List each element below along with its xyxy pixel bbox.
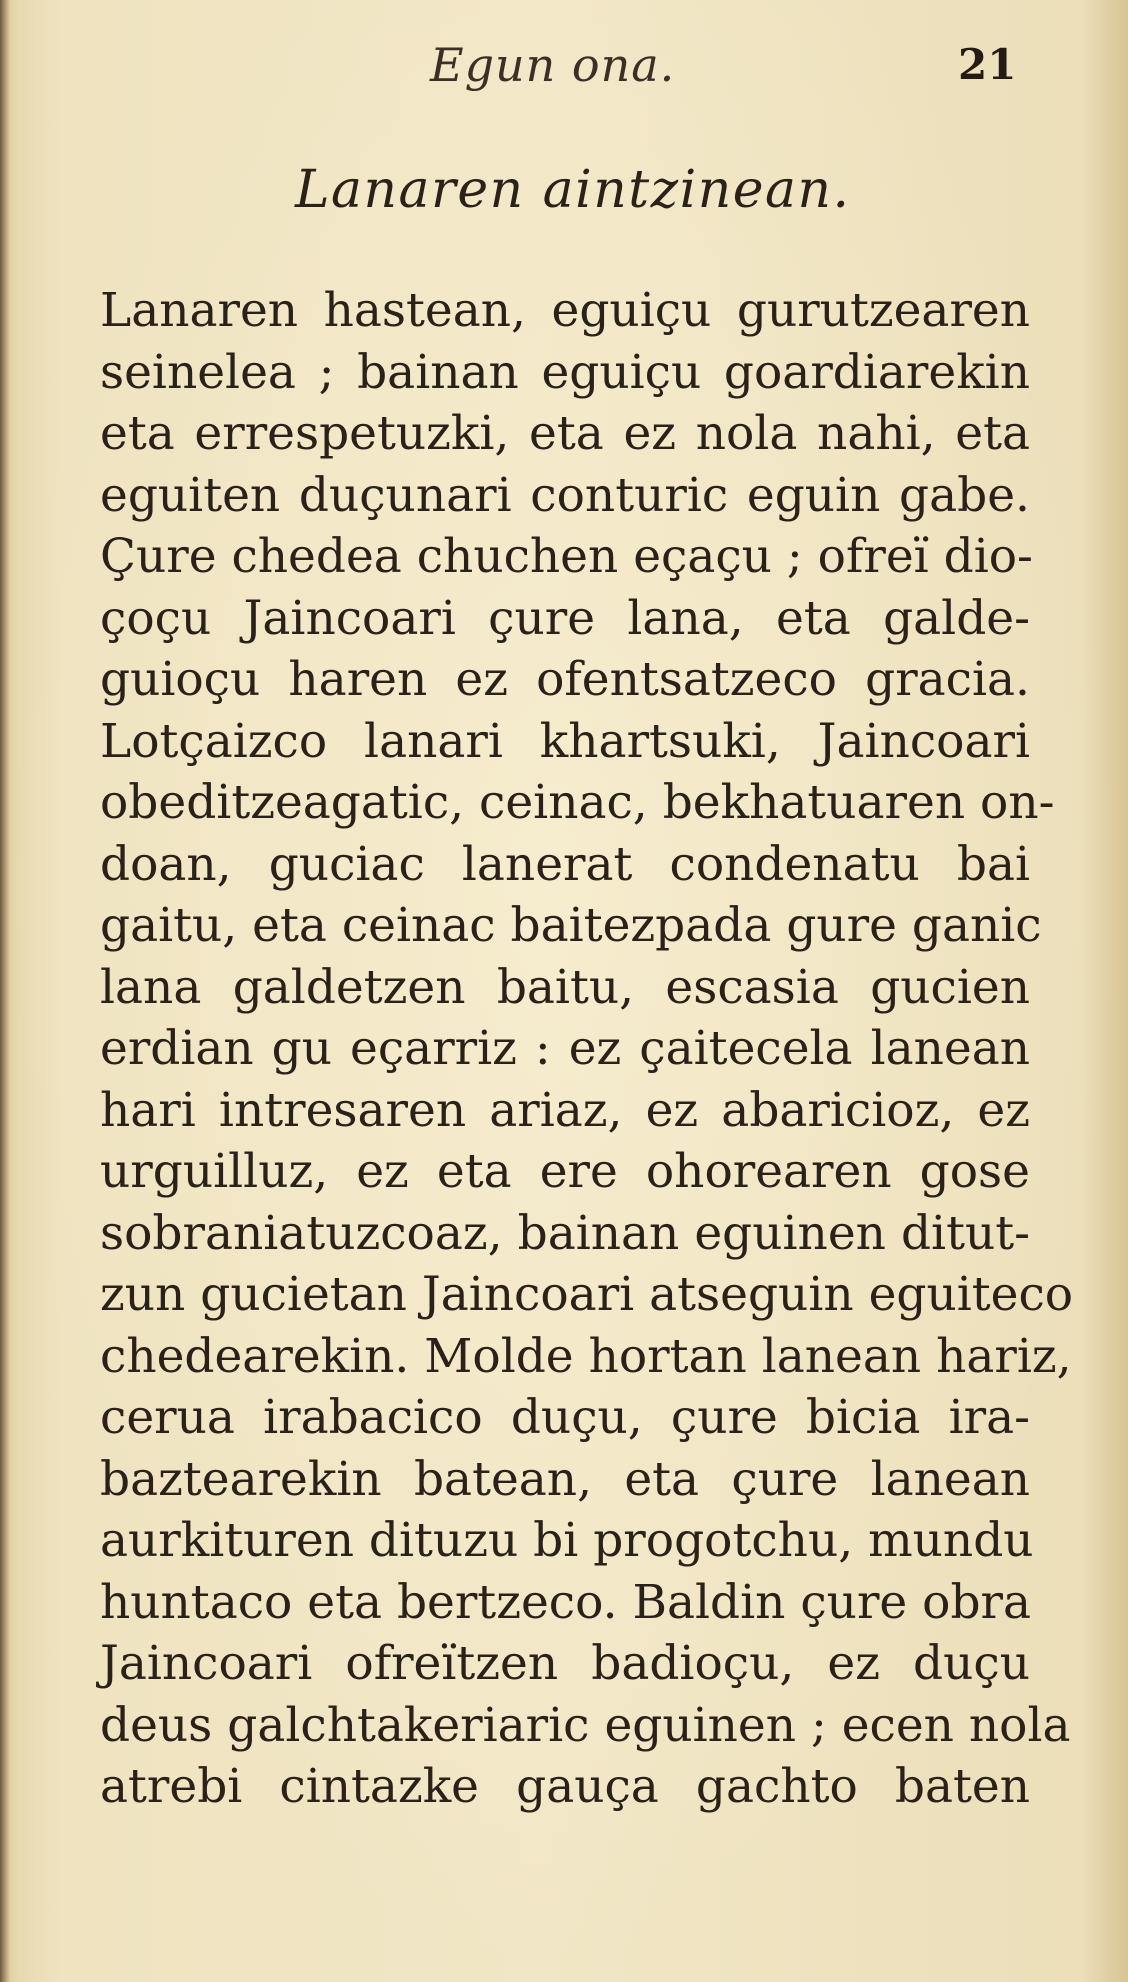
text-line: gaitu, eta ceinac baitezpada gure ganic xyxy=(100,898,1042,953)
text-line: Lotçaizco lanari khartsuki, Jaincoari xyxy=(100,713,1030,769)
text-line: lana galdetzen baitu, escasia gucien xyxy=(100,959,1030,1015)
section-title: Lanaren aintzinean. xyxy=(295,160,851,220)
text-line: deus galchtakeriaric eguinen ; ecen nola xyxy=(100,1697,1071,1753)
text-line: huntaco eta bertzeco. Baldin çure obra xyxy=(100,1574,1032,1630)
text-line: baztearekin batean, eta çure lanean xyxy=(100,1451,1030,1507)
text-line: Çure chedea chuchen eçaçu ; ofreï dio- xyxy=(100,529,1033,584)
running-head xyxy=(0,38,1128,98)
text-line: aurkituren dituzu bi progotchu, mundu xyxy=(100,1513,1034,1568)
page-number: 21 xyxy=(958,40,1017,89)
running-title: Egun ona. xyxy=(430,38,676,92)
text-line: cerua irabacico duçu, çure bicia ira- xyxy=(100,1390,1030,1445)
text-line: urguilluz, ez eta ere ohorearen gose xyxy=(100,1144,1030,1199)
text-line: Jaincoari ofreïtzen badioçu, ez duçu xyxy=(100,1636,1030,1691)
text-line: zun gucietan Jaincoari atseguin eguiteco xyxy=(100,1267,1074,1322)
text-line: seinelea ; bainan eguiçu goardiarekin xyxy=(100,344,1030,400)
text-line: chedearekin. Molde hortan lanean hariz, xyxy=(100,1328,1072,1384)
text-line: Lanaren hastean, eguiçu gurutzearen xyxy=(100,283,1030,338)
text-line: erdian gu eçarriz : ez çaitecela lanean xyxy=(100,1021,1030,1076)
text-line: obeditzeagatic, ceinac, bekhatuaren on- xyxy=(100,775,1055,830)
body-text xyxy=(100,280,1074,1818)
page-binding-edge xyxy=(0,0,10,1982)
text-line: eta errespetuzki, eta ez nola nahi, eta xyxy=(100,406,1030,461)
text-line: sobraniatuzcoaz, bainan eguinen ditut- xyxy=(100,1205,1030,1261)
text-line: atrebi cintazke gauça gachto baten xyxy=(100,1759,1030,1814)
text-line: hari intresaren ariaz, ez abaricioz, ez xyxy=(100,1082,1030,1138)
text-line: eguiten duçunari conturic eguin gabe. xyxy=(100,467,1030,523)
text-line: doan, guciac lanerat condenatu bai xyxy=(100,836,1030,892)
text-line: çoçu Jaincoari çure lana, eta galde- xyxy=(100,590,1030,646)
text-line: guioçu haren ez ofentsatzeco gracia. xyxy=(100,652,1030,707)
